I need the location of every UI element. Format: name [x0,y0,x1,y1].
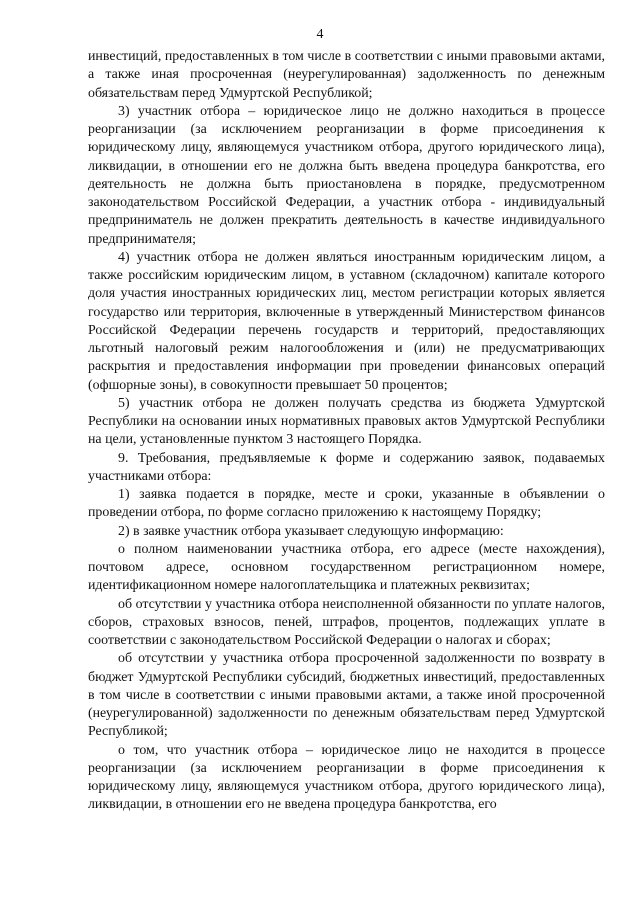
paragraph-info-name: о полном наименовании участника отбора, его адресе (месте нахождения), почтовом адресе, основном государственном регистрационном номере, идентификационном номере налогоплательщика и платежных реквизитах; [88,541,605,594]
paragraph-info-taxes: об отсутствии у участника отбора неисполненной обязанности по уплате налогов, сборов, страховых взносов, пеней, штрафов, процентов, подлежащих уплате в соответствии с законодательством Российской Федерации о налогах и сборах; [88,596,605,648]
paragraph-info-debt: об отсутствии у участника отбора просроченной задолженности по возврату в бюджет Удмуртской Республики субсидий, бюджетных инвестиций, предоставленных в том числе в соответствии с иными правовыми актами, а также иной просроченной (неурегулированной) задолженности по денежным обязательствам перед Удмуртской Республикой; [88,651,605,740]
paragraph-sub-2: 2) в заявке участник отбора указывает следующую информацию: [118,523,504,539]
paragraph-item-5: 5) участник отбора не должен получать средства из бюджета Удмуртской Республики на основании иных нормативных правовых актов Удмуртской Республики на цели, установленные пунктом 3 настоящего Порядка. [88,395,605,448]
paragraph-item-3: 3) участник отбора – юридическое лицо не должно находиться в процессе реорганизации (за исключением реорганизации в форме присоединения к юридическому лицу, являющемуся участником отбора, другого юридического лица), ликвидации, в отношении его не должна быть введена процедура банкротства, его деятельность не должна быть приостановлена в порядке, предусмотренном законодательством Российской Федерации, а участник отбора - индивидуальный предприниматель не должен прекратить деятельность в качестве индивидуального предпринимателя; [88,103,605,247]
paragraph-sub-1: 1) заявка подается в порядке, месте и сроки, указанные в объявлении о проведении отбора, по форме согласно приложению к настоящему Порядку; [88,487,605,521]
page-number: 4 [316,27,324,42]
paragraph-section-9: 9. Требования, предъявляемые к форме и содержанию заявок, подаваемых участниками отбора: [88,450,605,484]
document-body [88,48,605,815]
paragraph-continuation: инвестиций, предоставленных в том числе в соответствии с иными правовыми актами, а также иная просроченная (неурегулированная) задолженность по денежным обязательствам перед Удмуртской Республикой; [88,49,605,101]
paragraph-item-4: 4) участник отбора не должен являться иностранным юридическим лицом, а также российским юридическим лицом, в уставном (складочном) капитале которого доля участия иностранных юридических лиц, местом регистрации которых является государство или территория, включенные в утвержденный Министерством финансов Российской Федерации перечень государств и территорий, предоставляющих льготный налоговый режим налогообложения и (или) не предусматривающих раскрытия и предоставления информации при проведении финансовых операций (офшорные зоны), в совокупности превышает 50 процентов; [88,249,605,393]
paragraph-info-reorganization: о том, что участник отбора – юридическое лицо не находится в процессе реорганизации (за исключением реорганизации в форме присоединения к юридическому лицу, являющемуся участником отбора, другого юридического лица), ликвидации, в отношении его не введена процедура банкротства, его [88,742,605,813]
